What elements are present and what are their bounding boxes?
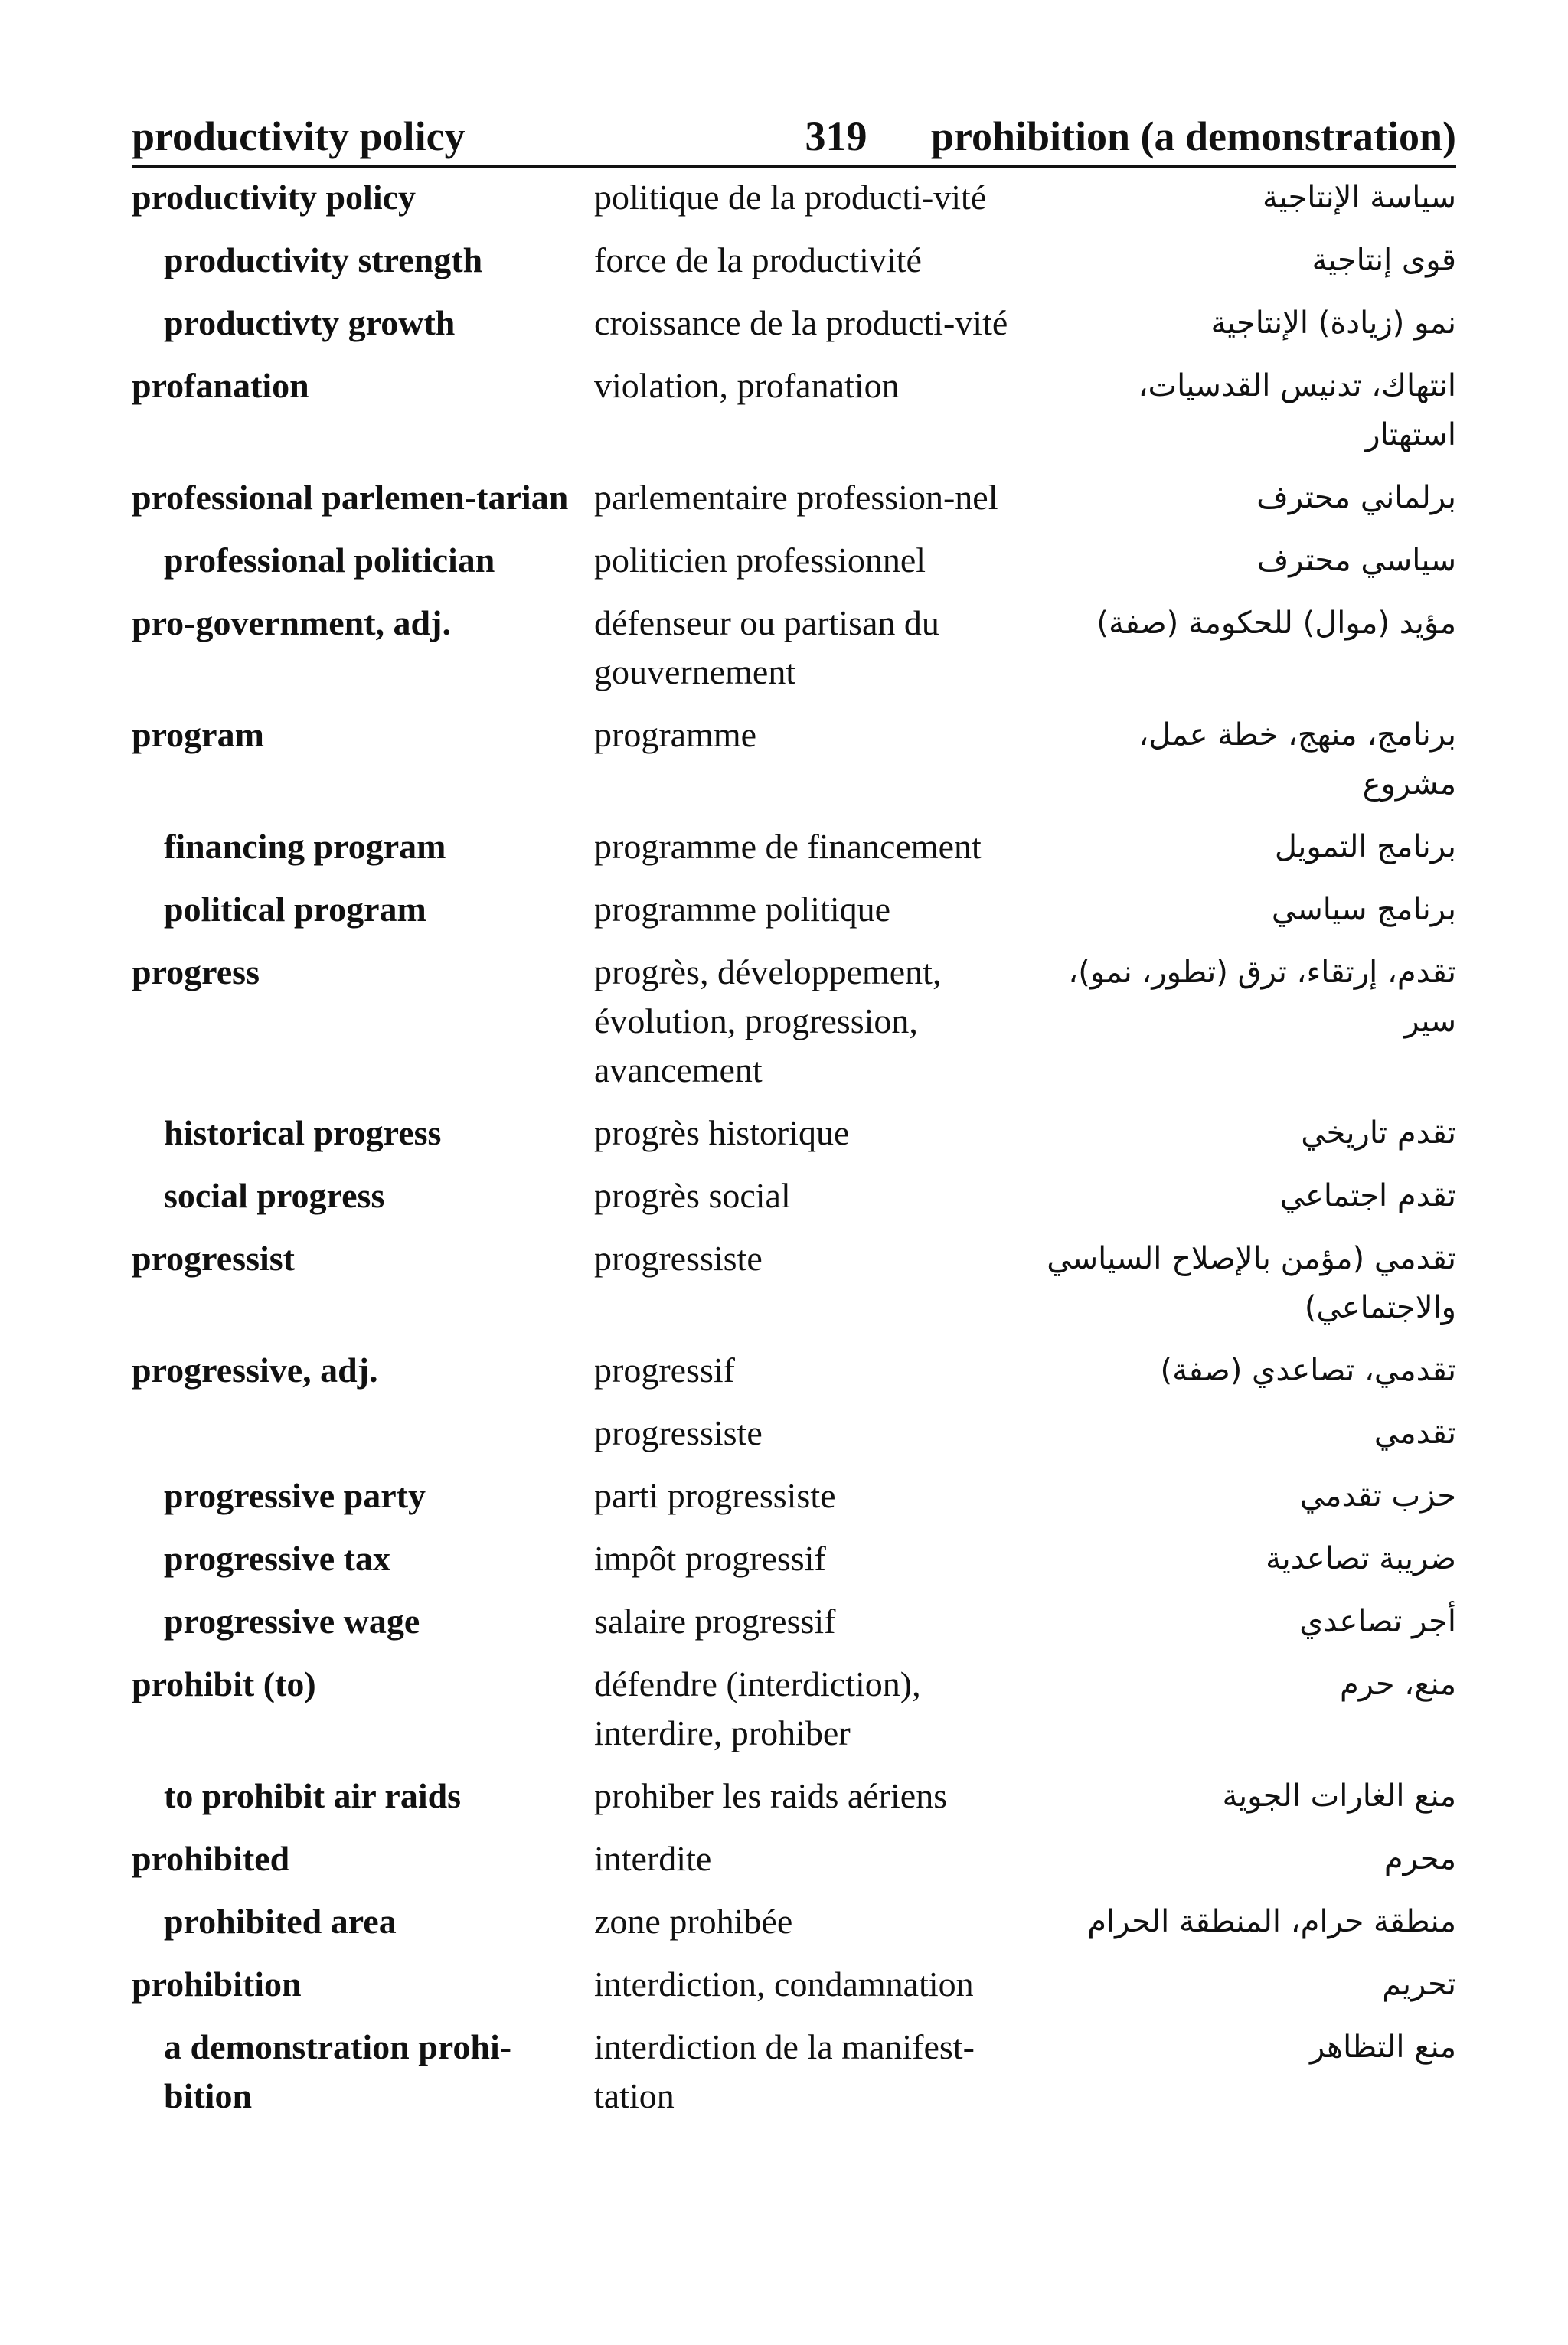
entry-english-term: political program <box>164 890 426 929</box>
entry-french-translation: politicien professionnel <box>594 541 926 580</box>
entry-arabic-translation: تقدمي <box>1374 1416 1456 1451</box>
dictionary-entry <box>132 1660 1456 1758</box>
entry-french-translation: violation, profanation <box>594 366 900 405</box>
dictionary-entry <box>132 1409 1456 1458</box>
page-number: 319 <box>805 113 867 159</box>
entry-arabic-translation: انتهاك، تدنيس القدسيات، استهتار <box>1138 368 1456 452</box>
entry-arabic-translation: برنامج التمويل <box>1274 829 1456 864</box>
entry-arabic-translation: برلماني محترف <box>1256 480 1456 515</box>
dictionary-entry <box>132 1897 1456 1946</box>
dictionary-entry <box>132 1960 1456 2009</box>
entry-french-translation: interdiction de la manifest-tation <box>594 2027 975 2115</box>
entry-arabic-translation: برنامج، منهج، خطة عمل، مشروع <box>1138 717 1456 802</box>
dictionary-entry <box>132 1597 1456 1646</box>
entry-arabic-translation: برنامج سياسي <box>1271 892 1456 927</box>
entry-english-term: productivity strength <box>164 240 483 279</box>
entry-english-term: progress <box>132 952 260 991</box>
entry-french-translation: prohiber les raids aériens <box>594 1776 948 1815</box>
entry-english-term: progressive tax <box>164 1539 390 1578</box>
header-left-term: productivity policy <box>132 113 466 159</box>
entry-arabic-translation: سياسة الإنتاجية <box>1262 180 1456 215</box>
entry-french-translation: progressif <box>594 1350 735 1390</box>
entry-arabic-translation: محرم <box>1383 1841 1456 1876</box>
dictionary-entry <box>132 599 1456 697</box>
dictionary-entry <box>132 473 1456 522</box>
dictionary-entry <box>132 2023 1456 2121</box>
entry-french-translation: croissance de la producti-vité <box>594 303 1008 342</box>
entry-french-translation: défendre (interdiction), interdire, prohiber <box>594 1664 921 1752</box>
entry-arabic-translation: أجر تصاعدي <box>1299 1604 1456 1639</box>
entry-english-term: productivity policy <box>132 178 416 217</box>
dictionary-entry <box>132 1834 1456 1883</box>
entry-english-term: financing program <box>164 827 446 866</box>
dictionary-entry <box>132 710 1456 808</box>
dictionary-entry <box>132 885 1456 934</box>
dictionary-entry <box>132 822 1456 871</box>
entry-french-translation: politique de la producti-vité <box>594 178 987 217</box>
entry-arabic-translation: حزب تقدمي <box>1299 1478 1456 1514</box>
page-header <box>132 107 1456 168</box>
entry-arabic-translation: تقدم اجتماعي <box>1279 1178 1456 1213</box>
dictionary-entry <box>132 948 1456 1095</box>
entry-french-translation: interdite <box>594 1839 712 1878</box>
entry-arabic-translation: منع، حرم <box>1340 1667 1456 1702</box>
dictionary-entry <box>132 173 1456 222</box>
entry-english-term: a demonstration prohi-bition <box>164 2027 512 2115</box>
entry-arabic-translation: تحريم <box>1382 1967 1456 2002</box>
entry-french-translation: salaire progressif <box>594 1602 836 1641</box>
entry-english-term: prohibit (to) <box>132 1664 316 1703</box>
dictionary-entry <box>132 299 1456 348</box>
dictionary-entry <box>132 1234 1456 1332</box>
entry-french-translation: programme politique <box>594 890 891 929</box>
entry-english-term: progressive wage <box>164 1602 420 1641</box>
entry-french-translation: parlementaire profession-nel <box>594 478 998 517</box>
entry-french-translation: progressiste <box>594 1413 763 1452</box>
entry-arabic-translation: قوى إنتاجية <box>1312 243 1456 278</box>
entry-english-term: professional politician <box>164 541 495 580</box>
dictionary-entry <box>132 236 1456 285</box>
dictionary-entry <box>132 536 1456 585</box>
entry-arabic-translation: منع الغارات الجوية <box>1222 1778 1456 1814</box>
entry-english-term: progressist <box>132 1239 295 1278</box>
entry-arabic-translation: نمو (زيادة) الإنتاجية <box>1210 305 1456 341</box>
entry-english-term: pro-government, adj. <box>132 603 451 642</box>
entry-arabic-translation: تقدم تاريخي <box>1301 1115 1456 1151</box>
entry-french-translation: programme <box>594 715 757 754</box>
dictionary-entry <box>132 1346 1456 1395</box>
entry-french-translation: progrès historique <box>594 1113 850 1152</box>
entry-french-translation: progrès social <box>594 1176 791 1215</box>
entry-english-term: program <box>132 715 264 754</box>
entry-arabic-translation: منطقة حرام، المنطقة الحرام <box>1087 1904 1456 1939</box>
entry-arabic-translation: منع التظاهر <box>1309 2030 1456 2065</box>
entry-arabic-translation: تقدمي (مؤمن بالإصلاح السياسي والاجتماعي) <box>1047 1241 1456 1325</box>
entry-list <box>132 173 1456 2134</box>
entry-english-term: prohibition <box>132 1965 302 2004</box>
entry-english-term: to prohibit air raids <box>164 1776 462 1815</box>
entry-english-term: progressive, adj. <box>132 1350 378 1390</box>
entry-french-translation: force de la productivité <box>594 240 922 279</box>
entry-arabic-translation: تقدم، إرتقاء، ترق (تطور، نمو)، سير <box>1068 955 1456 1039</box>
entry-french-translation: progrès, développement, évolution, progression, avancement <box>594 952 942 1089</box>
entry-english-term: progressive party <box>164 1476 426 1515</box>
dictionary-entry <box>132 1534 1456 1583</box>
header-right-term: prohibition (a demonstration) <box>930 113 1456 159</box>
entry-english-term: prohibited area <box>164 1902 397 1941</box>
entry-french-translation: interdiction, condamnation <box>594 1965 974 2004</box>
entry-french-translation: défenseur ou partisan du gouvernement <box>594 603 939 691</box>
entry-arabic-translation: مؤيد (موال) للحكومة (صفة) <box>1096 606 1456 641</box>
entry-french-translation: zone prohibée <box>594 1902 793 1941</box>
dictionary-entry <box>132 1471 1456 1520</box>
entry-french-translation: progressiste <box>594 1239 763 1278</box>
entry-french-translation: parti progressiste <box>594 1476 836 1515</box>
entry-french-translation: impôt progressif <box>594 1539 826 1578</box>
entry-english-term: social progress <box>164 1176 385 1215</box>
entry-arabic-translation: ضريبة تصاعدية <box>1266 1541 1456 1576</box>
dictionary-entry <box>132 1171 1456 1220</box>
entry-english-term: historical progress <box>164 1113 442 1152</box>
entry-arabic-translation: تقدمي، تصاعدي (صفة) <box>1160 1353 1456 1388</box>
entry-english-term: productivty growth <box>164 303 456 342</box>
entry-french-translation: programme de financement <box>594 827 982 866</box>
dictionary-entry <box>132 1772 1456 1821</box>
entry-english-term: professional parlemen-tarian <box>132 478 569 517</box>
dictionary-entry <box>132 1109 1456 1158</box>
entry-english-term: profanation <box>132 366 309 405</box>
dictionary-entry <box>132 361 1456 459</box>
entry-english-term: prohibited <box>132 1839 290 1878</box>
entry-arabic-translation: سياسي محترف <box>1256 543 1456 578</box>
